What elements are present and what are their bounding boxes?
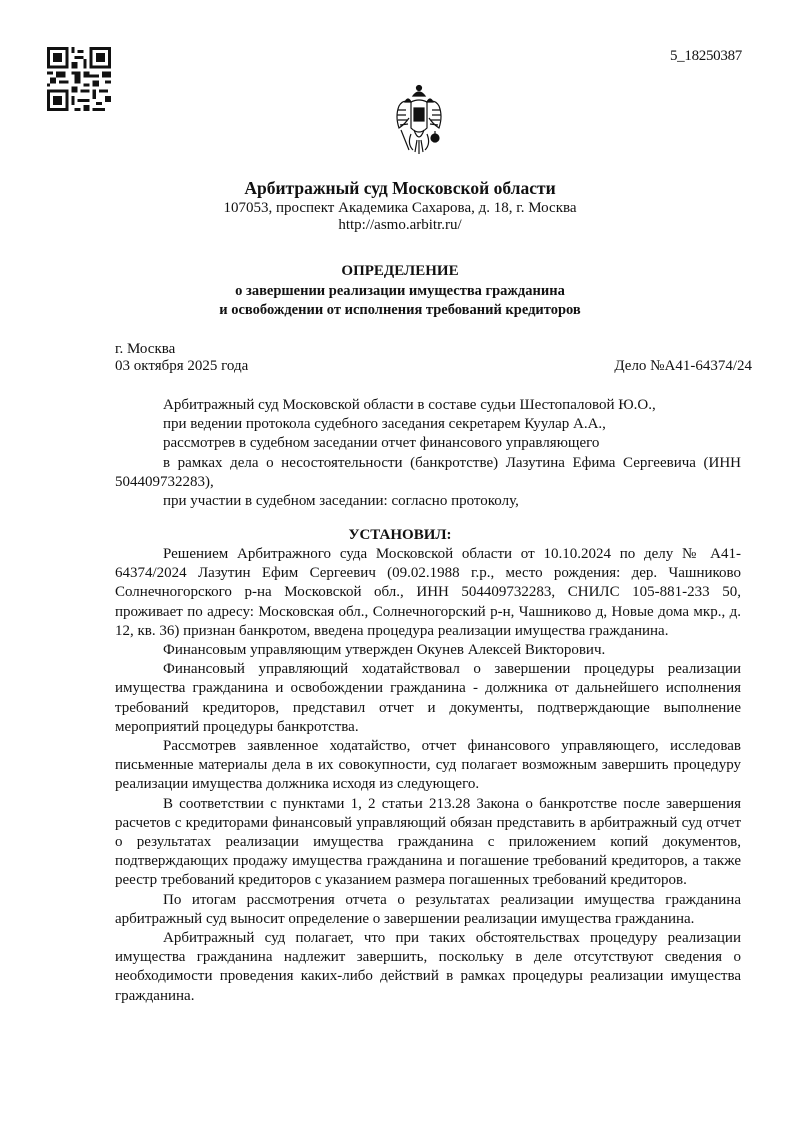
paragraph-law-reference: В соответствии с пунктами 1, 2 статьи 213.28 Закона о банкротстве после завершения расчетов с кредиторами финансовый управляющий обязан представить в арбитражный суд отчет о результатах реализации имущества гражданина с приложением копий документов, подтверждающих продажу имущества гражданина и погашение требований кредиторов, а также реестр требований кредиторов с указанием размера погашенных требований кредиторов. [115, 795, 741, 889]
established-section [115, 545, 741, 1006]
document-subtitle-line2: и освобождении от исполнения требований кредиторов [219, 302, 581, 318]
document-type-title: ОПРЕДЕЛЕНИЕ [341, 263, 459, 279]
intro-section [115, 396, 741, 511]
intro-line-judge: Арбитражный суд Московской области в составе судьи Шестопаловой Ю.О., [163, 397, 656, 413]
intro-line-secretary: при ведении протокола судебного заседания секретарем Куулар А.А., [163, 416, 606, 433]
court-name: Арбитражный суд Московской области [244, 178, 556, 198]
document-date: 03 октября 2025 года [115, 358, 249, 374]
court-website-link[interactable]: http://asmo.arbitr.ru/ [338, 217, 462, 233]
qr-code-icon [47, 46, 111, 112]
paragraph-manager-appointed: Финансовым управляющим утвержден Окунев Алексей Викторович. [163, 642, 606, 659]
city: г. Москва [115, 341, 176, 357]
intro-line-report: рассмотрев в судебном заседании отчет финансового управляющего [163, 435, 600, 452]
paragraph-court-review: Рассмотрев заявленное ходатайство, отчет финансового управляющего, исследовав письменные материалы дела в их совокупности, суд полагает возможным завершить процедуру реализации имущества должника исходя из следующего. [115, 738, 741, 793]
paragraph-manager-petition: Финансовый управляющий ходатайствовал о завершении процедуры реализации имущества гражданина и освобождении гражданина - должника от дальнейшего исполнения требований кредиторов, представил отчет и документы, подтверждающие выполнение мероприятий процедуры банкротства. [115, 661, 741, 735]
paragraph-court-ruling: По итогам рассмотрения отчета о результатах реализации имущества гражданина арбитражный суд выносит определение о завершении реализации имущества гражданина. [115, 891, 741, 927]
established-heading: УСТАНОВИЛ: [348, 527, 452, 543]
paragraph-conclusion: Арбитражный суд полагает, что при таких обстоятельствах процедуру реализации имущества гражданина надлежит завершить, поскольку в деле отсутствуют сведения о необходимости проведения каких-либо действий в рамках процедуры реализации имущества гражданина. [115, 930, 741, 1004]
coat-of-arms-icon [393, 84, 445, 156]
paragraph-decision: Решением Арбитражного суда Московской области от 10.10.2024 по делу № А41-64374/2024 Лазутин Ефим Сергеевич (09.02.1988 г.р., место рождения: дер. Чашниково Солнечногорского р-на Московской обл., ИНН 504409732283, СНИЛС 105-881-233 50, проживает по адресу: Московская обл., Солнечногорский р-н, Чашниково д, Новые дома мкр., д. 12, кв. 36) признан банкротом, введена процедура реализации имущества гражданина. [115, 546, 741, 639]
intro-line-case: в рамках дела о несостоятельности (банкротстве) Лазутина Ефима Сергеевича (ИНН 504409732283), [115, 454, 741, 490]
intro-line-participants: при участии в судебном заседании: согласно протоколу, [163, 493, 519, 510]
court-address: 107053, проспект Академика Сахарова, д. 18, г. Москва [223, 200, 577, 216]
document-subtitle-line1: о завершении реализации имущества гражданина [235, 283, 565, 299]
case-number: Дело №А41-64374/24 [614, 358, 752, 374]
document-number: 5_18250387 [669, 48, 742, 64]
